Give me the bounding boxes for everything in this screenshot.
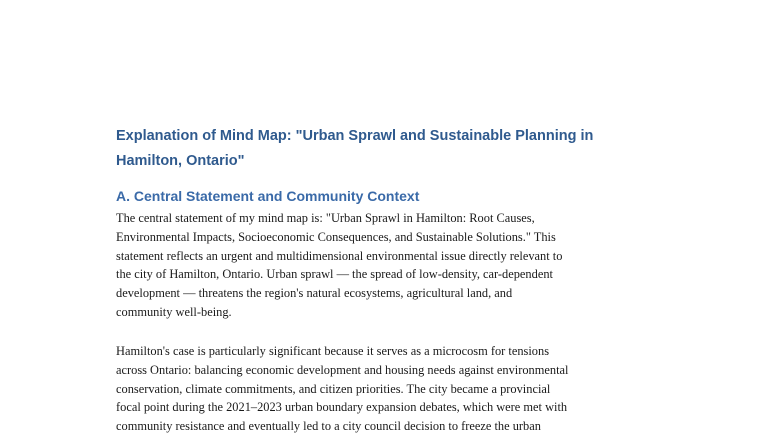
paragraph-line: development — threatens the region's natural ecosystems, agricultural land, and [116,286,513,301]
paragraph-line: Environmental Impacts, Socioeconomic Consequences, and Sustainable Solutions." This [116,229,556,244]
section-a-heading: A. Central Statement and Community Context [116,188,420,204]
paragraph-line: community well-being. [116,304,232,319]
paragraph-line: the city of Hamilton, Ontario. Urban sprawl — the spread of low-density, car-dependent [116,267,553,282]
paragraph-line: statement reflects an urgent and multidimensional environmental issue directly relevant to [116,248,563,263]
paragraph-line: across Ontario: balancing economic development and housing needs against environmental [116,362,569,377]
paragraph-line: community resistance and eventually led to a city council decision to freeze the urban [116,419,541,434]
paragraph-hamilton-case [116,342,676,436]
paragraph-line: The central statement of my mind map is: "Urban Sprawl in Hamilton: Root Causes, [116,211,535,225]
title-line-1: Explanation of Mind Map: "Urban Sprawl and Sustainable Planning in [116,128,594,144]
title-line-2: Hamilton, Ontario" [116,153,245,169]
paragraph-line: Hamilton's case is particularly significant because it serves as a microcosm for tensions [116,344,550,358]
paragraph-line: conservation, climate commitments, and citizen priorities. The city became a provincial [116,381,551,396]
document-title [116,124,676,174]
paragraph-central-statement [116,209,676,322]
paragraph-line: focal point during the 2021–2023 urban boundary expansion debates, which were met with [116,400,568,415]
